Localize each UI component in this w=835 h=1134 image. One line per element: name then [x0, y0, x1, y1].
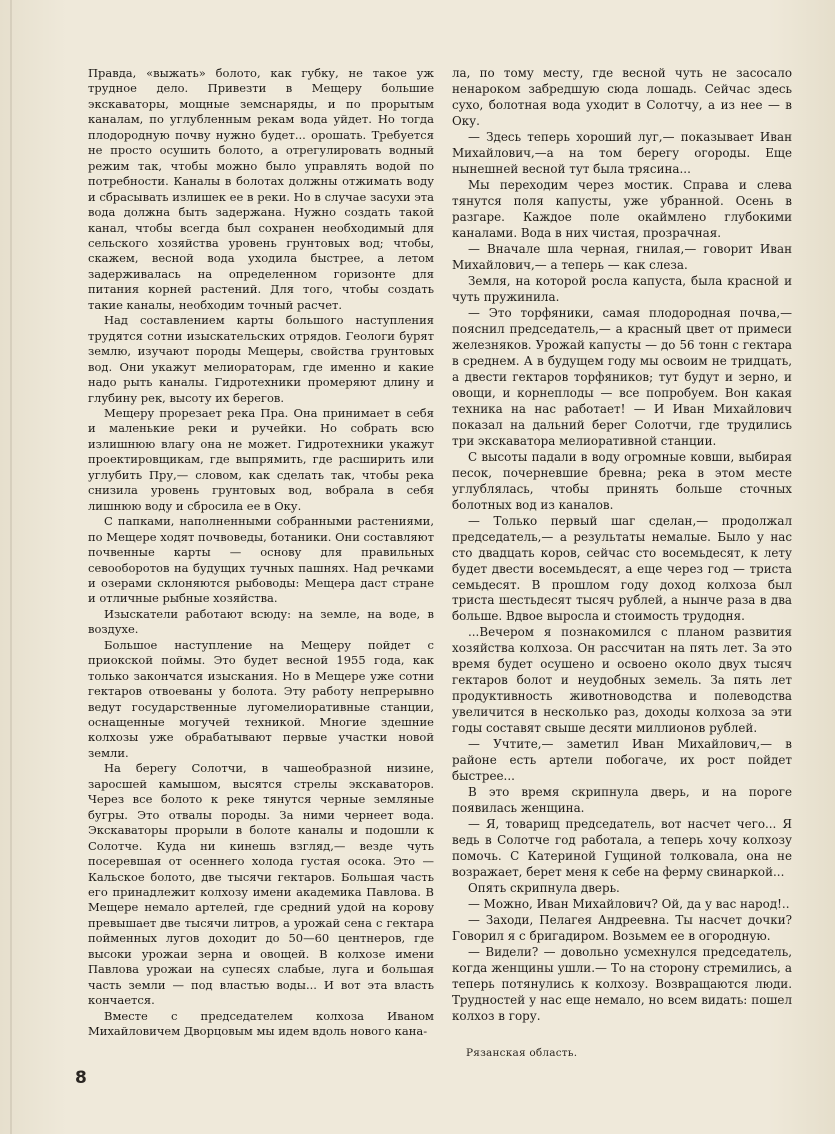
paragraph: На берегу Солотчи, в чашеобразной низине, заросшей камышом, высятся стрелы экскаваторов. Через все болото к реке тянутся черные земляные бугры. Это отвалы породы. За ними чернеет вода. Экскаваторы прорыли в болоте каналы и подошли к Солотче. Куда ни кинешь взгляд,— везде чуть посеревшая от осеннего холода густая осока. Это — Кальское болото, две тысячи гектаров. Большая часть его принадлежит колхозу имени академика Павлова. В Мещере немало артелей, где средний удой на корову превышает две тысячи литров, а урожай сена с гектара пойменных лугов доходит до 50—60 центнеров, где высоки урожаи зерна и овощей. В колхозе имени Павлова урожаи на супесях слабые, луга и большая часть земли — под властью воды... И вот эта власть кончается.: [88, 761, 434, 1008]
paragraph: С высоты падали в воду огромные ковши, выбирая песок, почерневшие бревна; река в этом месте углублялась, чтобы принять больше сточных болотных вод из каналов.: [452, 449, 792, 512]
right-text-column: [452, 66, 792, 1025]
article-signature: Рязанская область.: [466, 1047, 578, 1059]
paragraph: — Можно, Иван Михайлович? Ой, да у вас народ!..: [468, 897, 790, 912]
left-text-column: [88, 66, 434, 1040]
paragraph: — Здесь теперь хороший луг,— показывает Иван Михайлович,—а на том берегу огороды. Еще нынешней весной тут была трясина...: [452, 129, 792, 176]
page-number: 8: [75, 1068, 87, 1088]
paragraph: Над составлением карты большого наступления трудятся сотни изыскательских отрядов. Геологи бурят землю, изучают породы Мещеры, свойства грунтовых вод. Они укажут мелиораторам, где именно и какие надо рыть каналы. Гидротехники промеряют длину и глубину рек, высоту их берегов.: [88, 313, 434, 405]
paragraph: Земля, на которой росла капуста, была красной и чуть пружинила.: [452, 273, 792, 304]
paragraph: — Учтите,— заметил Иван Михайлович,— в районе есть артели побогаче, их рост пойдет быстрее...: [452, 737, 792, 784]
paragraph: ...Вечером я познакомился с планом развития хозяйства колхоза. Он рассчитан на пять лет. За это время будет осушено и освоено около двух тысяч гектаров болот и неудобных земель. За пять лет продуктивность животноводства и полеводства увеличится в несколько раз, доходы колхоза за эти годы составят свыше десяти миллионов рублей.: [452, 625, 792, 736]
paragraph: ла, по тому месту, где весной чуть не засосало ненароком забредшую сюда лошадь. Сейчас здесь сухо, болотная вода уходит в Солотчу, а из нее — в Оку.: [452, 66, 792, 128]
paragraph: — Это торфяники, самая плодородная почва,— пояснил председатель,— а красный цвет от примеси железняков. Урожай капусты — до 56 тонн с гектара в среднем. А в будущем году мы освоим не тридцать, а двести гектаров торфяников; тут будут и зерно, и овощи, и корнеплоды — все попробуем. Вон какая техника на нас работает! — И Иван Михайлович показал на дальний берег Солотчи, где трудились три экскаватора мелиоративной станции.: [452, 305, 792, 448]
paragraph: Мы переходим через мостик. Справа и слева тянутся поля капусты, уже убранной. Осень в разгаре. Каждое поле окаймлено глубокими каналами. Вода в них чистая, прозрачная.: [452, 177, 792, 240]
paragraph: — Вначале шла черная, гнилая,— говорит Иван Михайлович,— а теперь — как слеза.: [452, 241, 792, 272]
paragraph: — Видели? — довольно усмехнулся председатель, когда женщины ушли.— То на сторону стремились, а теперь потянулись к колхозу. Возвращаются люди. Трудностей у нас еще немало, но всем видать: пошел колхоз в гору.: [452, 945, 792, 1024]
paragraph: С папками, наполненными собранными растениями, по Мещере ходят почвоведы, ботаники. Они составляют почвенные карты — основу для правильных севооборотов на будущих тучных пашнях. Над речками и озерами склоняются рыбоводы: Мещера даст стране и отличные рыбные хозяйства.: [88, 514, 434, 606]
paragraph: Вместе с председателем колхоза Иваном Михайловичем Дворцовым мы идем вдоль нового кана-: [88, 1008, 434, 1039]
paragraph: В это время скрипнула дверь, и на пороге появилась женщина.: [452, 785, 792, 816]
paragraph: Мещеру прорезает река Пра. Она принимает в себя и маленькие реки и ручейки. Но собрать всю излишнюю влагу она не может. Гидротехники укажут проектировщикам, где выпрямить, где расширить или углубить Пру,— словом, как сделать так, чтобы река снизила уровень грунтовых вод, вобрала в себя лишнюю воду и сбросила ее в Оку.: [88, 405, 434, 513]
paragraph: — Только первый шаг сделан,— продолжал председатель,— а результаты немалые. Было у нас сто двадцать коров, сейчас сто восемьдесят, к лету будет двести восемьдесят, а еще через год — триста семьдесят. В прошлом году доход колхоза был триста шестьдесят тысяч рублей, а нынче раза в два больше. Вдвое выросла и стоимость трудодня.: [452, 513, 792, 624]
paragraph: — Я, товарищ председатель, вот насчет чего... Я ведь в Солотче год работала, а теперь хочу колхозу помочь. С Катериной Гущиной толковала, она не возражает, берет меня к себе на ферму свинаркой...: [452, 817, 792, 880]
paragraph: Большое наступление на Мещеру пойдет с приокской поймы. Это будет весной 1955 года, как только закончатся изыскания. Но в Мещере уже сотни гектаров отвоеваны у болота. Эту работу непрерывно ведут государственные лугомелиоративные станции, оснащенные могучей техникой. Многие здешние колхозы уже обрабатывают первые участки новой земли.: [88, 637, 434, 760]
paragraph: — Заходи, Пелагея Андреевна. Ты насчет дочки? Говорил я с бригадиром. Возьмем ее в огородную.: [452, 913, 792, 944]
paragraph: Правда, «выжать» болото, как губку, не такое уж трудное дело. Привезти в Мещеру большие экскаваторы, мощные земснаряды, и по прорытым каналам, по углубленным рекам вода уйдет. Но тогда плодородную почву нужно будет... орошать. Требуется не просто осушить болото, а отрегулировать водный режим так, чтобы можно было управлять водой по потребности. Каналы в болотах должны отжимать воду и сбрасывать излишек ее в реки. Но в случае засухи эта вода должна быть задержана. Нужно создать такой канал, чтобы всегда был сохранен необходимый для сельского хозяйства уровень грунтовых вод; чтобы, скажем, весной вода уходила быстрее, а летом задерживалась на определенном горизонте для питания корней растений. Для того, чтобы создать такие каналы, необходим точный расчет.: [88, 66, 434, 312]
page-fold-shadow: [10, 0, 12, 1134]
paragraph: Опять скрипнула дверь.: [468, 881, 620, 896]
paragraph: Изыскатели работают всюду: на земле, на воде, в воздухе.: [88, 606, 434, 637]
